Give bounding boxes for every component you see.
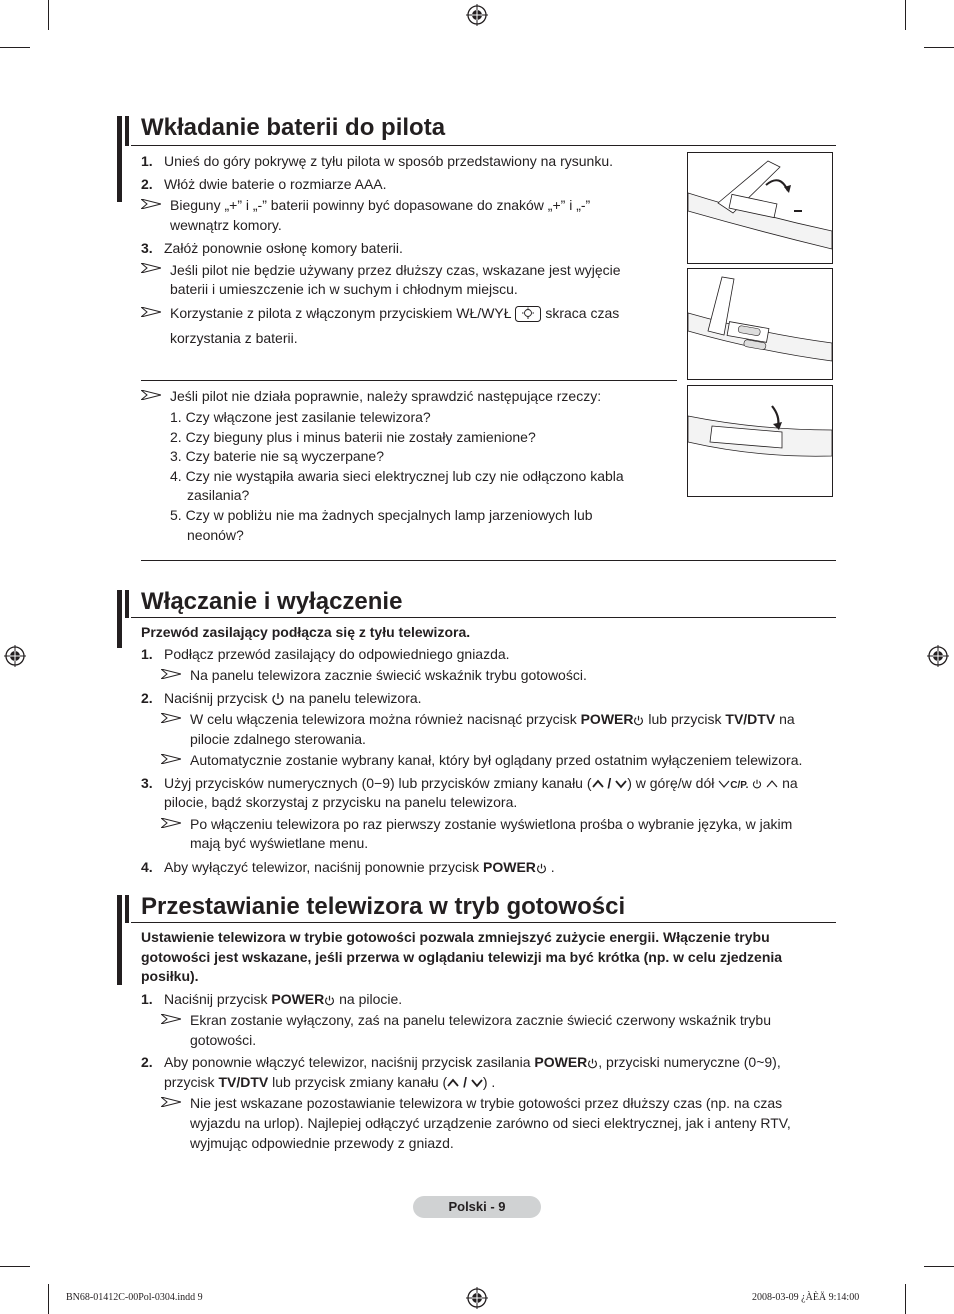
- note-text: Jeśli pilot nie będzie używany przez dłuższy czas, wskazane jest wyjęcie: [170, 262, 621, 278]
- power-label: POWER: [534, 1054, 588, 1070]
- footer-filename: BN68-01412C-00Pol-0304.indd 9: [66, 1292, 203, 1303]
- checklist-item: 3. Czy baterie nie są wyczerpane?: [170, 448, 384, 464]
- note-text: gotowości.: [190, 1032, 257, 1048]
- note-text-part: na: [779, 711, 795, 727]
- step-text-part: przycisk: [164, 1074, 215, 1090]
- checklist-item: 5. Czy w pobliżu nie ma żadnych specjalnych lamp jarzeniowych lub: [170, 507, 593, 523]
- note-arrow-icon: [161, 1097, 181, 1107]
- step-text-part: na pilocie.: [339, 991, 403, 1007]
- section-intro: posiłku).: [141, 968, 199, 984]
- section-title: Przestawianie telewizora w tryb gotowości: [141, 893, 626, 920]
- step-text: Unieś do góry pokrywę z tyłu pilota w sposób przedstawiony na rysunku.: [164, 153, 613, 169]
- crop-mark: [905, 1284, 906, 1314]
- step-number: 1.: [141, 153, 153, 169]
- note-text: [190, 710, 795, 730]
- step-text-part: Aby ponownie włączyć telewizor, naciśnij przycisk zasilania: [164, 1054, 531, 1070]
- divider: [141, 560, 836, 561]
- step-number: 2.: [141, 1054, 153, 1070]
- cp-label: C/P.: [730, 780, 749, 791]
- power-icon: [587, 1058, 598, 1069]
- crop-mark: [48, 0, 49, 30]
- note-arrow-icon: [141, 307, 161, 317]
- slash-separator: /: [463, 1074, 467, 1090]
- remote-cover-open-illustration: [687, 152, 833, 264]
- note-arrow-icon: [141, 390, 161, 400]
- note-text: wyjazdu na urlop). Najlepiej odłączyć urządzenie zarówno od sieci elektrycznej, jak i anteny RTV,: [190, 1115, 791, 1131]
- title-underline: [131, 617, 836, 618]
- section-marker: [125, 895, 129, 923]
- checklist-item: 4. Czy nie wystąpiła awaria sieci elektrycznej lub czy nie odłączono kabla: [170, 468, 624, 484]
- note-arrow-icon: [141, 263, 161, 273]
- power-icon: [752, 779, 762, 789]
- title-underline: [131, 922, 836, 923]
- step-text-part: Aby wyłączyć telewizor, naciśnij ponownie przycisk: [164, 859, 480, 875]
- step-number: 3.: [141, 775, 153, 791]
- title-underline: [131, 145, 836, 146]
- registration-mark-icon: [466, 1287, 488, 1309]
- note-text: Bieguny „+” i „-” baterii powinny być dopasowane do znaków „+” i „-”: [170, 197, 591, 213]
- crop-mark: [924, 47, 954, 48]
- note-text: Po włączeniu telewizora po raz pierwszy zostanie wyświetlona prośba o wybranie języka, w jakim: [190, 816, 793, 832]
- crop-mark: [905, 0, 906, 30]
- step-number: 1.: [141, 646, 153, 662]
- tv-dtv-label: TV/DTV: [218, 1074, 269, 1090]
- note-text-part: W celu włączenia telewizora można również nacisnąć przycisk: [190, 711, 577, 727]
- footer-timestamp: 2008-03-09 ¿ÀÈÄ 9:14:00: [752, 1292, 860, 1303]
- step-text: Załóż ponownie osłonę komory baterii.: [164, 240, 403, 256]
- note-arrow-icon: [161, 713, 181, 723]
- step-text: [164, 858, 555, 878]
- step-number: 2.: [141, 176, 153, 192]
- note-text: Automatycznie zostanie wybrany kanał, który był oglądany przed ostatnim wyłączeniem telewizora.: [190, 752, 803, 768]
- checklist-item: 1. Czy włączone jest zasilanie telewizora?: [170, 409, 431, 425]
- note-text: pilocie zdalnego sterowania.: [190, 731, 366, 747]
- note-text-part: skraca czas: [545, 305, 620, 321]
- note-text: Na panelu telewizora zacznie świecić wskaźnik trybu gotowości.: [190, 667, 587, 683]
- chevron-down-icon: [718, 779, 730, 789]
- step-text-part: Naciśnij przycisk: [164, 690, 268, 706]
- registration-mark-icon: [4, 645, 26, 667]
- note-text: wewnątrz komory.: [170, 217, 282, 233]
- step-text-part: , przyciski numeryczne (0~9),: [598, 1054, 781, 1070]
- step-text-part: Naciśnij przycisk: [164, 991, 268, 1007]
- power-icon: [536, 863, 547, 874]
- section-marker: [125, 116, 129, 146]
- page-number-label: Polski - 9: [413, 1196, 541, 1218]
- note-text: mają być wyświetlane menu.: [190, 835, 369, 851]
- step-text-part: na panelu telewizora.: [289, 690, 422, 706]
- step-text: Włóż dwie baterie o rozmiarze AAA.: [164, 176, 387, 192]
- cover-close-illustration: [687, 385, 833, 497]
- note-text: wyjmując odpowiednie przewody z gniazd.: [190, 1135, 454, 1151]
- divider: [141, 380, 677, 381]
- note-arrow-icon: [141, 199, 161, 209]
- note-text: korzystania z baterii.: [170, 330, 298, 346]
- section-intro: gotowości jest wskazane, jeśli przerwa w oglądaniu telewizji ma być krótka (np. w celu zjedzenia: [141, 949, 783, 965]
- crop-mark: [48, 1284, 49, 1314]
- chevron-up-icon: [766, 779, 778, 789]
- step-text: [164, 1053, 781, 1073]
- note-text: baterii i umieszczenie ich w suchym i chłodnym miejscu.: [170, 281, 518, 297]
- note-arrow-icon: [161, 818, 181, 828]
- section-title: Wkładanie baterii do pilota: [141, 114, 446, 141]
- slash-separator: /: [607, 775, 612, 791]
- section-marker: [117, 590, 122, 648]
- step-number: 2.: [141, 690, 153, 706]
- step-number: 4.: [141, 859, 153, 875]
- note-text: [170, 304, 619, 324]
- crop-mark: [924, 1266, 954, 1267]
- power-icon: [324, 995, 335, 1006]
- note-arrow-icon: [161, 669, 181, 679]
- section-title: Włączanie i wyłączenie: [141, 588, 403, 615]
- step-text: [164, 689, 422, 709]
- crop-mark: [0, 47, 30, 48]
- power-label: POWER: [271, 991, 325, 1007]
- tv-dtv-label: TV/DTV: [725, 711, 776, 727]
- battery-insert-illustration: [687, 268, 833, 380]
- chevron-down-icon: [615, 779, 627, 789]
- crop-mark: [0, 1266, 30, 1267]
- checklist-item: zasilania?: [187, 487, 250, 503]
- step-text: pilocie, bądź skorzystaj z przycisku na panelu telewizora.: [164, 794, 518, 810]
- step-text: [164, 990, 402, 1010]
- step-text-part: Użyj przycisków numerycznych (0−9) lub przycisków zmiany kanału (: [164, 775, 592, 791]
- note-text: Nie jest wskazane pozostawianie telewizora w trybie gotowości przez dłuższy czas (np. na czas: [190, 1095, 783, 1111]
- step-text: Podłącz przewód zasilający do odpowiedniego gniazda.: [164, 646, 510, 662]
- checklist-item: 2. Czy bieguny plus i minus baterii nie zostały zamienione?: [170, 429, 536, 445]
- section-marker: [117, 116, 122, 202]
- note-text-part: Korzystanie z pilota z włączonym przyciskiem WŁ/WYŁ: [170, 305, 512, 321]
- step-text: [164, 1073, 495, 1093]
- step-text-part: ) w górę/w dół: [627, 775, 715, 791]
- step-text-part: .: [550, 859, 555, 875]
- power-icon: [633, 715, 644, 726]
- note-text-part: lub przycisk: [648, 711, 722, 727]
- registration-mark-icon: [927, 645, 949, 667]
- step-number: 1.: [141, 991, 153, 1007]
- chevron-up-icon: [447, 1078, 459, 1088]
- section-marker: [117, 895, 122, 985]
- section-intro: Przewód zasilający podłącza się z tyłu telewizora.: [141, 624, 471, 640]
- step-number: 3.: [141, 240, 153, 256]
- step-text-part: na: [782, 775, 798, 791]
- registration-mark-icon: [466, 4, 488, 26]
- power-icon: [271, 692, 285, 706]
- step-text-part: ) .: [482, 1074, 496, 1090]
- note-text: Ekran zostanie wyłączony, zaś na panelu telewizora zacznie świecić czerwony wskaźnik trybu: [190, 1012, 771, 1028]
- checklist-item: neonów?: [187, 527, 244, 543]
- section-intro: Ustawienie telewizora w trybie gotowości pozwala zmniejszyć zużycie energii. Włączenie trybu: [141, 929, 770, 945]
- power-button-icon: [515, 306, 541, 322]
- power-label: POWER: [483, 859, 536, 875]
- step-text-part: lub przycisk zmiany kanału (: [272, 1074, 448, 1090]
- power-label: POWER: [580, 711, 634, 727]
- note-arrow-icon: [161, 754, 181, 764]
- chevron-down-icon: [471, 1078, 483, 1088]
- chevron-up-icon: [592, 779, 604, 789]
- note-arrow-icon: [161, 1014, 181, 1024]
- section-marker: [125, 590, 129, 618]
- note-text: Jeśli pilot nie działa poprawnie, należy sprawdzić następujące rzeczy:: [170, 388, 602, 404]
